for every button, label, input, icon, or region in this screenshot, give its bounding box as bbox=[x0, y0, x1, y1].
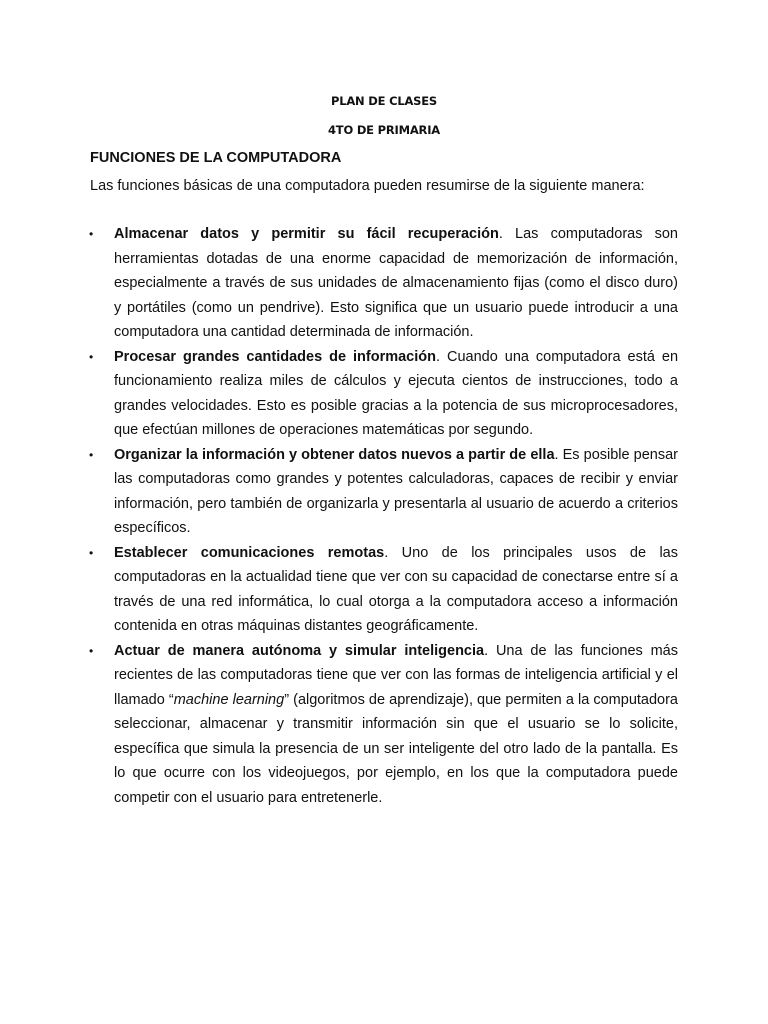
list-item bbox=[90, 443, 678, 541]
bullet-icon: • bbox=[89, 447, 94, 462]
intro-paragraph: Las funciones básicas de una computadora pueden resumirse de la siguiente manera: bbox=[90, 178, 645, 194]
list-item-emphasis: machine learning bbox=[173, 691, 285, 708]
list-item-text: . Uno de los principales usos de las computadoras en la actualidad tiene que ver con su capacidad de conectarse entre sí a través de una red informática, lo cual otorga a la computadora acceso a información contenida en otras máquinas distantes geográficamente. bbox=[114, 544, 678, 634]
list-item bbox=[90, 222, 678, 345]
bullet-icon: • bbox=[89, 545, 94, 560]
list-item bbox=[90, 541, 678, 639]
bullet-icon: • bbox=[89, 227, 94, 241]
list-item bbox=[90, 345, 678, 443]
list-item bbox=[90, 639, 678, 811]
document-grade: 4TO DE PRIMARIA bbox=[328, 123, 440, 137]
list-item-title: Organizar la información y obtener datos nuevos a partir de ella bbox=[114, 446, 555, 463]
bullet-icon: • bbox=[89, 643, 94, 658]
section-heading: FUNCIONES DE LA COMPUTADORA bbox=[90, 150, 342, 166]
list-item-text: . Las computadoras son herramientas dotadas de una enorme capacidad de memorización de información, especialmente a través de sus unidades de almacenamiento fijas (como el disco duro) y portátiles (como un pendrive). Esto significa que un usuario puede introducir a una computadora una cantidad determinada de información. bbox=[114, 226, 678, 340]
bullet-icon: • bbox=[89, 349, 94, 364]
list-item-title: Procesar grandes cantidades de información bbox=[114, 348, 436, 365]
list-item-title: Establecer comunicaciones remotas bbox=[114, 544, 385, 561]
document-title: PLAN DE CLASES bbox=[331, 94, 437, 108]
list-item-text-continued: ” (algoritmos de aprendizaje), que permiten a la computadora seleccionar, almacenar y transmitir información sin que el usuario se lo solicite, específica que simula la presencia de un ser inteligente del otro lado de la pantalla. Es lo que ocurre con los videojuegos, por ejemplo, en los que la computadora puede competir con el usuario para entretenerle. bbox=[114, 691, 678, 806]
list-item-title: Almacenar datos y permitir su fácil recuperación bbox=[114, 226, 499, 242]
list-item-text: . Cuando una computadora está en funcionamiento realiza miles de cálculos y ejecuta cientos de instrucciones, todo a grandes velocidades. Esto es posible gracias a la potencia de sus microprocesadores, que efectúan millones de operaciones matemáticas por segundo. bbox=[114, 348, 679, 438]
list-item-title: Actuar de manera autónoma y simular inteligencia bbox=[114, 642, 485, 659]
list-item-text: . Es posible pensar las computadoras como grandes y potentes calculadoras, capaces de recibir y enviar información, pero también de organizarla y presentarla al usuario de acuerdo a criterios específicos. bbox=[114, 446, 679, 536]
list-item-text: . Una de las funciones más recientes de las computadoras tiene que ver con las formas de inteligencia artificial y el llamado “ bbox=[114, 642, 678, 708]
functions-list bbox=[90, 222, 678, 810]
